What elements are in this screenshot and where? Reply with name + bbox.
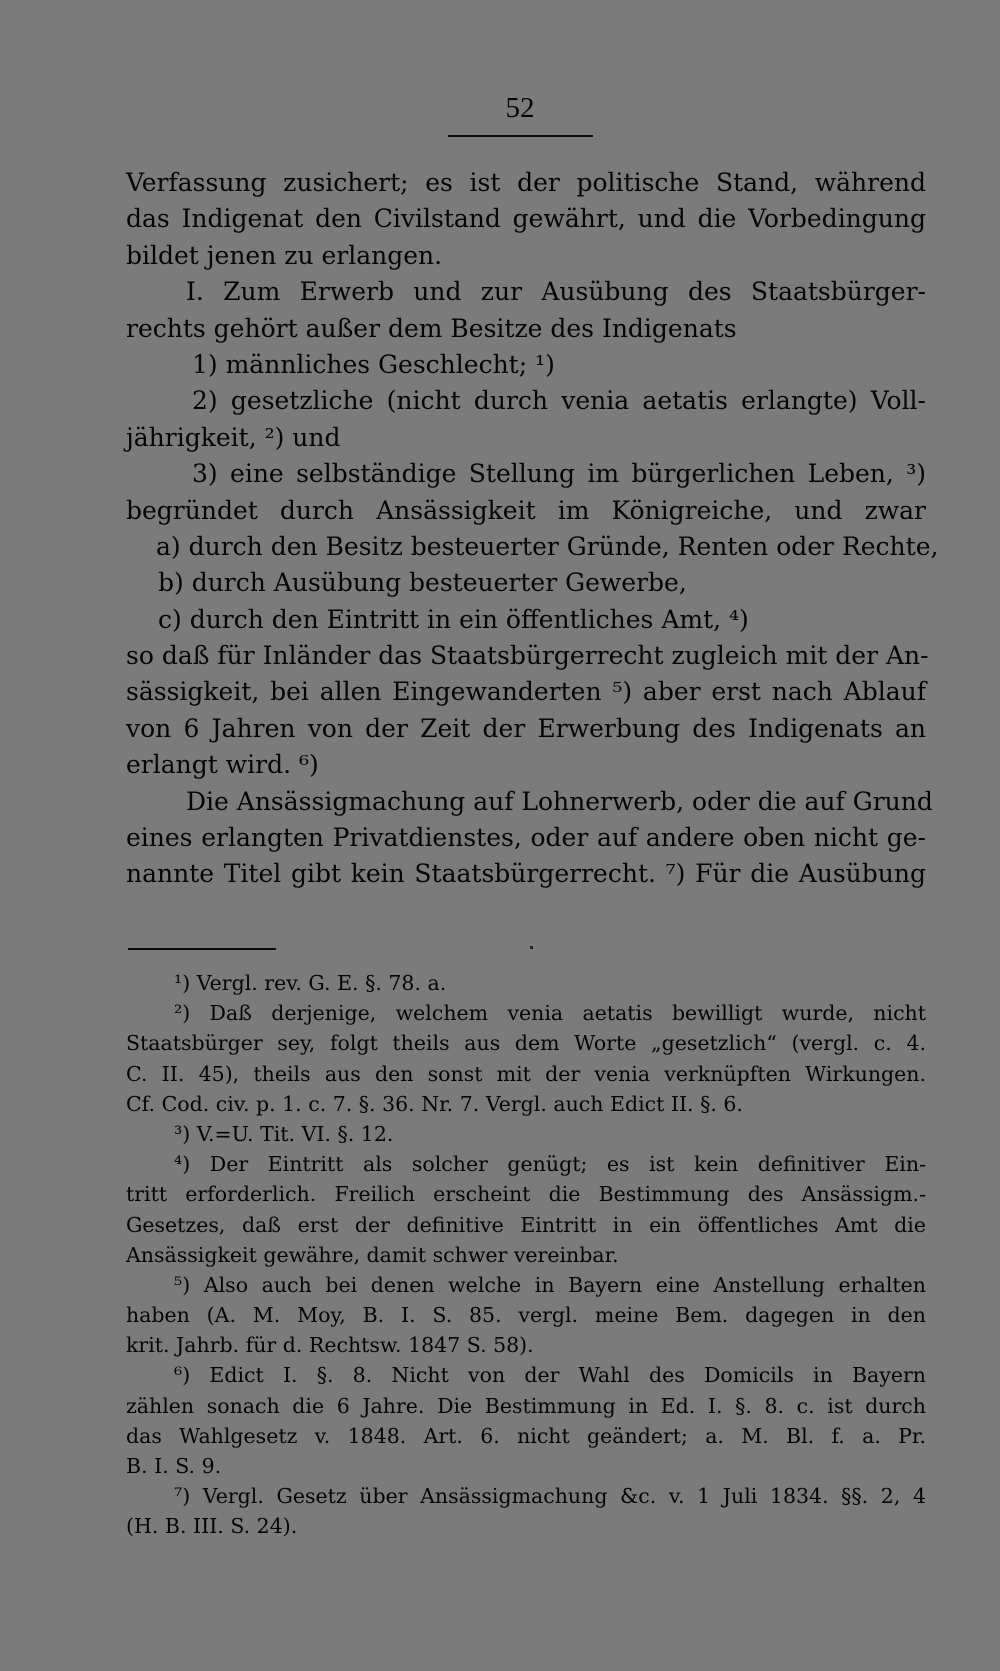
footnote-line: (H. B. III. S. 24). [126,1514,298,1539]
footnote-line: zählen sonach die 6 Jahre. Die Bestimmung in Ed. I. §. 8. c. ist durch [126,1393,926,1418]
footnote-line: krit. Jahrb. für d. Rechtsw. 1847 S. 58). [126,1333,534,1358]
footnote-line: das Wahlgesetz v. 1848. Art. 6. nicht geändert; a. M. Bl. f. a. Pr. [126,1423,926,1448]
footnote-line: B. I. S. 9. [126,1454,222,1478]
text-line: Die Ansässigmachung auf Lohnerwerb, oder die auf Grund [186,786,933,816]
text-line: eines erlangten Privatdienstes, oder auf andere oben nicht ge- [126,823,926,853]
footnote-line: ⁷) Vergl. Gesetz über Ansässigmachung &c. v. 1 Juli 1834. §§. 2, 4 [174,1484,926,1509]
footnote-rule-mark [530,946,533,949]
text-line: c) durch den Eintritt in ein öffentliches Amt, ⁴) [158,604,749,634]
text-line: a) durch den Besitz besteuerter Gründe, Renten oder Rechte, [156,531,939,561]
text-line: Verfassung zusichert; es ist der politische Stand, während [126,168,926,197]
text-line: nannte Titel gibt kein Staatsbürgerrecht. ⁷) Für die Ausübung [126,859,926,889]
footnote-line: ²) Daß derjenige, welchem venia aetatis bewilligt wurde, nicht [174,1001,926,1026]
text-line: b) durch Ausübung besteuerter Gewerbe, [158,568,687,598]
footnote-rule [128,948,276,950]
footnote-line: tritt erforderlich. Freilich erscheint die Bestimmung des Ansässigm.- [126,1182,926,1207]
main-text [126,165,939,893]
footnote-line: Staatsbürger sey, folgt theils aus dem Worte „gesetzlich“ (vergl. c. 4. [126,1031,926,1056]
text-line: 2) gesetzliche (nicht durch venia aetatis erlangte) Voll- [192,386,926,416]
text-line: 1) männliches Geschlecht; ¹) [192,349,555,379]
footnote-line: ¹) Vergl. rev. G. E. §. 78. a. [174,971,447,995]
text-line: von 6 Jahren von der Zeit der Erwerbung des Indigenats an [126,713,926,743]
text-line: jährigkeit, ²) und [126,422,341,452]
page-number: 52 [505,92,535,124]
footnote-line: Ansässigkeit gewähre, damit schwer vereinbar. [126,1242,619,1267]
text-line: rechts gehört außer dem Besitze des Indigenats [126,313,737,343]
footnote-line: ⁴) Der Eintritt als solcher genügt; es ist kein definitiver Ein- [174,1152,926,1177]
text-line: 3) eine selbständige Stellung im bürgerlichen Leben, ³) [192,459,926,489]
footnote-line: C. II. 45), theils aus den sonst mit der venia verknüpften Wirkungen. [126,1061,926,1086]
footnote-line: haben (A. M. Moy, B. I. S. 85. vergl. meine Bem. dagegen in den [126,1303,926,1328]
footnote-line: ⁶) Edict I. §. 8. Nicht von der Wahl des Domicils in Bayern [174,1363,926,1388]
footnote-line: ⁵) Also auch bei denen welche in Bayern eine Anstellung erhalten [174,1272,926,1297]
text-line: erlangt wird. ⁶) [126,750,319,780]
text-line: bildet jenen zu erlangen. [126,240,443,270]
text-line: I. Zum Erwerb und zur Ausübung des Staatsbürger- [186,277,926,307]
footnote-line: ³) V.=U. Tit. VI. §. 12. [174,1121,394,1146]
footnote-line: Cf. Cod. civ. p. 1. c. 7. §. 36. Nr. 7. Vergl. auch Edict II. §. 6. [126,1091,743,1116]
text-line: sässigkeit, bei allen Eingewanderten ⁵) aber erst nach Ablauf [126,677,926,707]
footnotes [126,968,926,1542]
text-line: das Indigenat den Civilstand gewährt, und die Vorbedingung [126,204,926,234]
text-line: so daß für Inländer das Staatsbürgerrecht zugleich mit der An- [126,641,929,671]
text-line: begründet durch Ansässigkeit im Königreiche, und zwar [126,495,926,525]
footnote-line: Gesetzes, daß erst der definitive Eintritt in ein öffentliches Amt die [126,1212,926,1237]
header-rule [448,135,593,137]
